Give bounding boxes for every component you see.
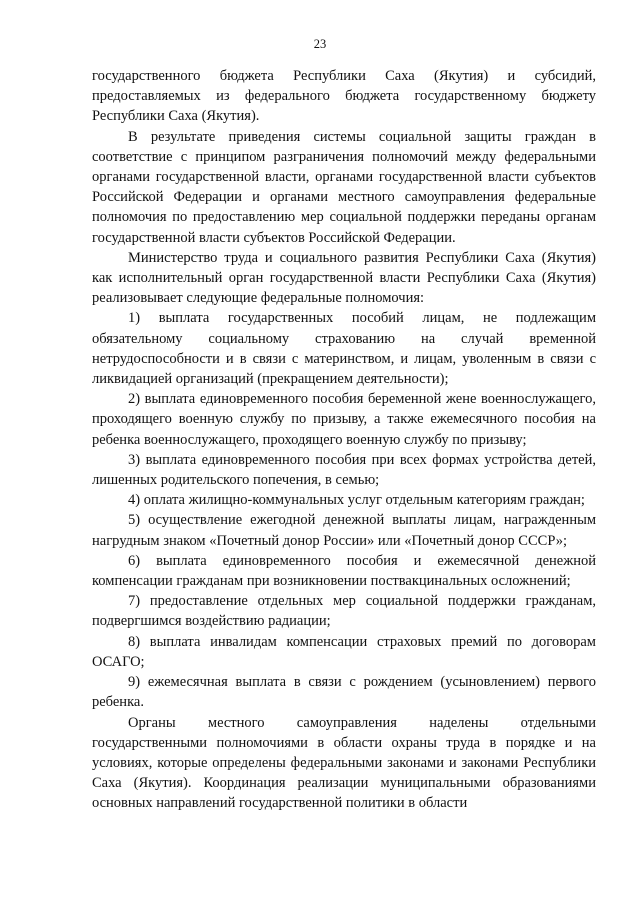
list-item-1: 1) выплата государственных пособий лицам, не подлежащим обязательному социальному страхованию на случай временной нетрудоспособности и в связи с материнством, и лицам, уволенным в связи с ликвидацией организаций (прекращением деятельности); xyxy=(92,310,596,388)
paragraph-ministry-intro: Министерство труда и социального развития Республики Саха (Якутия) как исполнительный орган государственной власти Республики Саха (Якутия) реализовывает следующие федеральные полномочия: xyxy=(92,249,596,307)
list-item-9: 9) ежемесячная выплата в связи с рождением (усыновлением) первого ребенка. xyxy=(92,674,596,711)
paragraph-powers-transfer: В результате приведения системы социальной защиты граждан в соответствие с принципом разграничения полномочий между федеральными органами государственной власти, органами государственной власти субъектов Российской Федерации и органами местного самоуправления федеральные полномочия по предоставлению мер социальной поддержки переданы органам государственной власти субъектов Российской Федерации. xyxy=(92,128,596,246)
list-item-5: 5) осуществление ежегодной денежной выплаты лицам, награжденным нагрудным знаком «Почетный донор России» или «Почетный донор СССР»; xyxy=(92,512,596,549)
list-item-6: 6) выплата единовременного пособия и ежемесячной денежной компенсации гражданам при возникновении поствакцинальных осложнений; xyxy=(92,552,596,590)
page-number: 23 xyxy=(313,37,327,51)
list-item-3: 3) выплата единовременного пособия при всех формах устройства детей, лишенных родительского попечения, в семью; xyxy=(92,451,596,489)
list-item-4: 4) оплата жилищно-коммунальных услуг отдельным категориям граждан; xyxy=(128,492,585,509)
list-item-2: 2) выплата единовременного пособия беременной жене военнослужащего, проходящего военную службу по призыву, а также ежемесячного пособия на ребенка военнослужащего, проходящего военную службу по призыву; xyxy=(92,391,596,448)
list-item-8: 8) выплата инвалидам компенсации страховых премий по договорам ОСАГО; xyxy=(92,633,596,670)
page-body xyxy=(92,66,596,814)
paragraph-local-self-government: Органы местного самоуправления наделены отдельными государственными полномочиями в области охраны труда в порядке и на условиях, которые определены федеральными законами и законами Республики Саха (Якутия). Координация реализации муниципальными образованиями основных направлений государственной политики в области xyxy=(92,714,596,812)
paragraph-budget-continuation: государственного бюджета Республики Саха (Якутия) и субсидий, предоставляемых из федерального бюджета государственному бюджету Республики Саха (Якутия). xyxy=(92,68,596,125)
list-item-7: 7) предоставление отдельных мер социальной поддержки гражданам, подвергшимся воздействию радиации; xyxy=(92,593,596,630)
